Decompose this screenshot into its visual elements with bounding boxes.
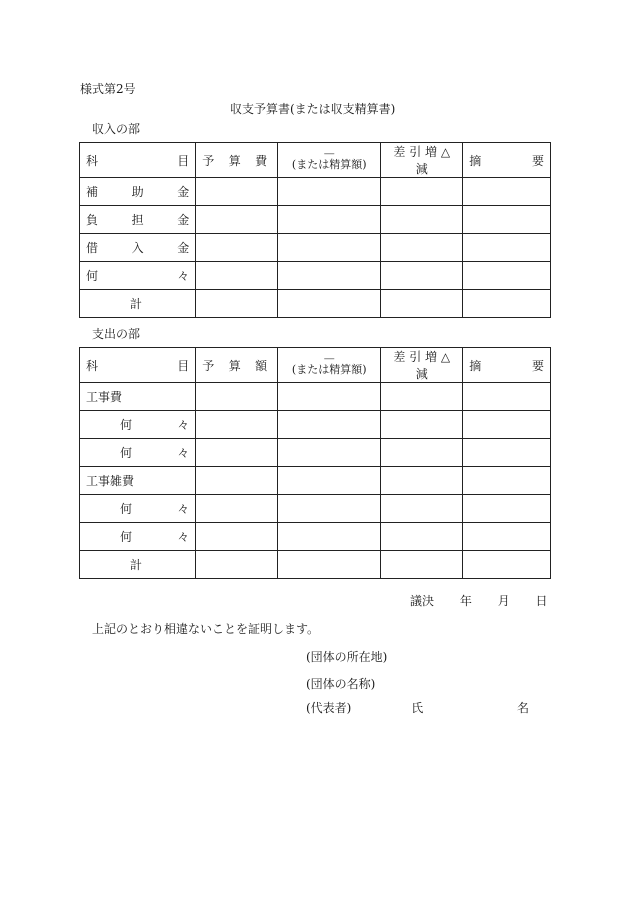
budget-cell[interactable] [196,523,278,551]
difference-cell[interactable] [381,523,463,551]
form-number: 様式第2号 [80,82,136,96]
row-label-sub-item: 何 々 [80,495,196,523]
table-row [80,551,551,579]
difference-cell[interactable] [381,551,463,579]
budget-cell[interactable] [196,383,278,411]
row-label-construction: 工事費 [80,383,196,411]
row-label-contribution: 負 担 金 [80,206,196,234]
difference-cell[interactable] [381,411,463,439]
difference-cell[interactable] [381,262,463,290]
row-label-sub-item: 何 々 [80,411,196,439]
difference-cell[interactable] [381,178,463,206]
income-table [79,142,551,318]
rep-label: (代表者) [306,701,352,715]
remarks-cell[interactable] [463,206,551,234]
header-item: 科 目 [80,348,196,383]
alt-amount-cell[interactable] [278,178,381,206]
rep-shi: 氏 [411,701,424,715]
certification-statement: 上記のとおり相違ないことを証明します。 [92,622,320,636]
row-label-sub-item: 何 々 [80,523,196,551]
header-alt-amount: — (または精算額) [278,348,381,383]
decision-year: 年 [459,594,472,608]
header-alt-amount: — (または精算額) [278,143,381,178]
alt-amount-cell[interactable] [278,439,381,467]
alt-amount-cell[interactable] [278,234,381,262]
difference-cell[interactable] [381,495,463,523]
row-label-loan: 借 入 金 [80,234,196,262]
org-address-label: (団体の所在地) [306,650,388,664]
budget-cell[interactable] [196,411,278,439]
difference-cell[interactable] [381,290,463,318]
expense-section-label: 支出の部 [92,327,141,341]
header-difference: 差 引 増 △ 減 [381,143,463,178]
header-budget: 予 算 費 [196,143,278,178]
remarks-cell[interactable] [463,551,551,579]
remarks-cell[interactable] [463,383,551,411]
table-row [80,411,551,439]
table-row [80,262,551,290]
row-label-misc-construction: 工事雑費 [80,467,196,495]
header-budget: 予 算 額 [196,348,278,383]
income-section-label: 収入の部 [92,122,141,136]
remarks-cell[interactable] [463,178,551,206]
header-remarks: 摘 要 [463,143,551,178]
row-label-subsidy: 補 助 金 [80,178,196,206]
row-label-total: 計 [80,551,196,579]
income-header-row [80,143,551,178]
remarks-cell[interactable] [463,439,551,467]
table-row [80,290,551,318]
difference-cell[interactable] [381,234,463,262]
difference-cell[interactable] [381,439,463,467]
header-item: 科 目 [80,143,196,178]
table-row [80,495,551,523]
org-representative [306,699,529,716]
difference-cell[interactable] [381,467,463,495]
table-row [80,467,551,495]
alt-amount-cell[interactable] [278,262,381,290]
table-row [80,523,551,551]
budget-cell[interactable] [196,178,278,206]
decision-date [410,592,548,609]
header-remarks: 摘 要 [463,348,551,383]
difference-cell[interactable] [381,206,463,234]
budget-cell[interactable] [196,495,278,523]
table-row [80,234,551,262]
alt-amount-cell[interactable] [278,467,381,495]
table-row [80,439,551,467]
row-label-total: 計 [80,290,196,318]
budget-cell[interactable] [196,551,278,579]
org-name-label: (団体の名称) [306,677,376,691]
difference-cell[interactable] [381,383,463,411]
alt-amount-cell[interactable] [278,523,381,551]
alt-amount-cell[interactable] [278,206,381,234]
table-row [80,206,551,234]
budget-cell[interactable] [196,262,278,290]
budget-cell[interactable] [196,234,278,262]
decision-month: 月 [497,594,510,608]
remarks-cell[interactable] [463,262,551,290]
expense-header-row [80,348,551,383]
remarks-cell[interactable] [463,234,551,262]
header-difference: 差 引 増 △ 減 [381,348,463,383]
document-title: 収支予算書(または収支精算書) [230,102,396,116]
expense-table [79,347,551,579]
alt-amount-cell[interactable] [278,495,381,523]
alt-amount-cell[interactable] [278,290,381,318]
row-label-other: 何 々 [80,262,196,290]
decision-day: 日 [535,594,548,608]
remarks-cell[interactable] [463,523,551,551]
remarks-cell[interactable] [463,467,551,495]
rep-mei: 名 [517,701,530,715]
remarks-cell[interactable] [463,495,551,523]
row-label-sub-item: 何 々 [80,439,196,467]
table-row [80,178,551,206]
decision-label: 議決 [410,594,435,608]
budget-cell[interactable] [196,467,278,495]
alt-amount-cell[interactable] [278,551,381,579]
budget-cell[interactable] [196,290,278,318]
remarks-cell[interactable] [463,411,551,439]
budget-cell[interactable] [196,206,278,234]
alt-amount-cell[interactable] [278,383,381,411]
alt-amount-cell[interactable] [278,411,381,439]
remarks-cell[interactable] [463,290,551,318]
table-row [80,383,551,411]
budget-cell[interactable] [196,439,278,467]
